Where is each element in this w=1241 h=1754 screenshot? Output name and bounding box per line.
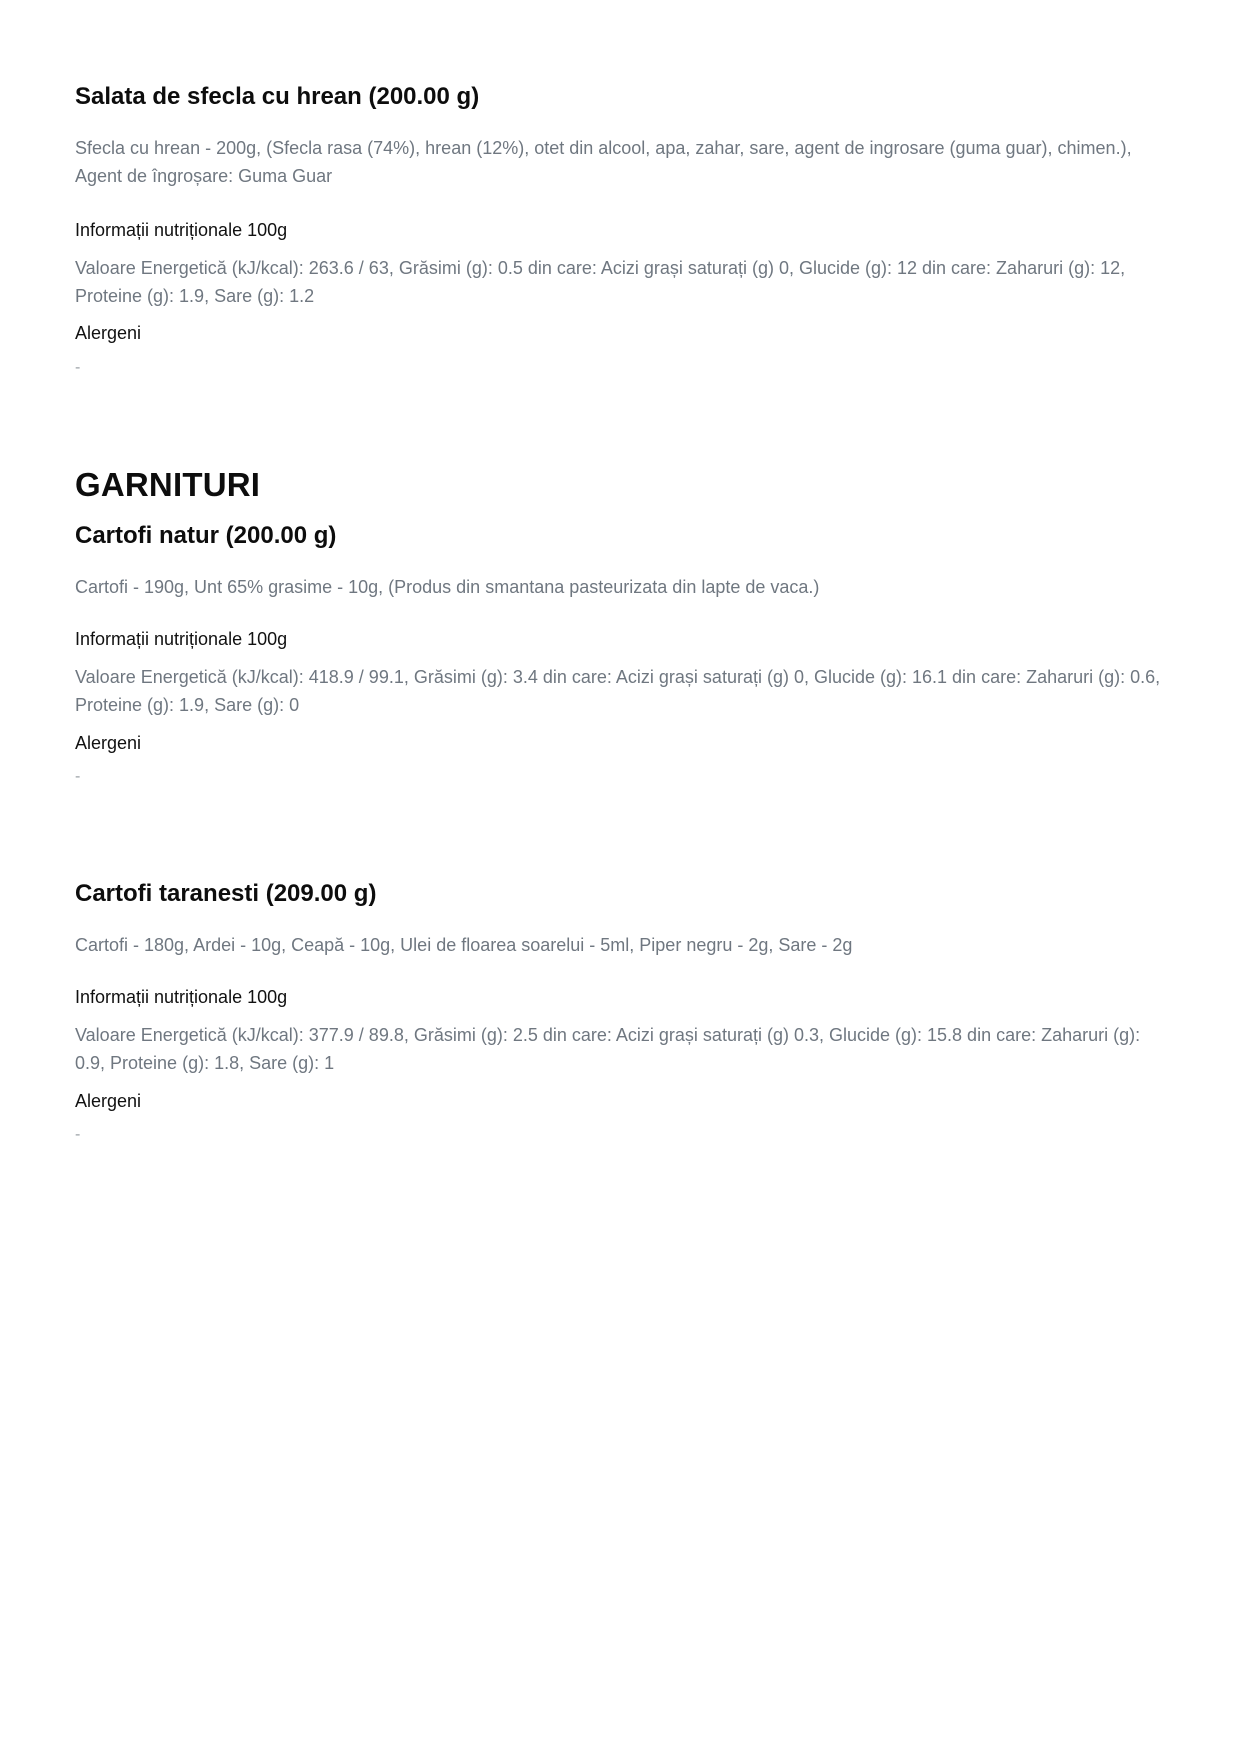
product-salata-sfecla <box>75 82 1175 376</box>
nutrition-values: Valoare Energetică (kJ/kcal): 418.9 / 99.1, Grăsimi (g): 3.4 din care: Acizi grași saturați (g) 0, Glucide (g): 16.1 din care: Zaharuri (g): 0.6, Proteine (g): 1.9, Sare (g): 0 <box>75 667 1161 715</box>
allergens-value: - <box>75 768 81 785</box>
allergens-label: Alergeni <box>75 733 142 753</box>
nutrition-label: Informații nutriționale 100g <box>75 987 288 1007</box>
allergens-label: Alergeni <box>75 1091 142 1111</box>
product-title: Salata de sfecla cu hrean (200.00 g) <box>75 83 480 110</box>
product-title: Cartofi taranesti (209.00 g) <box>75 880 377 907</box>
allergens-label: Alergeni <box>75 323 142 343</box>
product-ingredients: Cartofi - 180g, Ardei - 10g, Ceapă - 10g, Ulei de floarea soarelui - 5ml, Piper negru - 2g, Sare - 2g <box>75 935 853 955</box>
product-ingredients: Sfecla cu hrean - 200g, (Sfecla rasa (74%), hrean (12%), otet din alcool, apa, zahar, sare, agent de ingrosare (guma guar), chimen.), Agent de îngroșare: Guma Guar <box>75 138 1132 186</box>
product-title: Cartofi natur (200.00 g) <box>75 522 337 549</box>
allergens-value: - <box>75 359 81 376</box>
nutrition-label: Informații nutriționale 100g <box>75 220 288 240</box>
allergens-value: - <box>75 1126 81 1143</box>
product-cartofi-taranesti <box>75 879 1175 1143</box>
section-title-garnituri: GARNITURI <box>75 466 261 503</box>
nutrition-values: Valoare Energetică (kJ/kcal): 263.6 / 63, Grăsimi (g): 0.5 din care: Acizi grași saturați (g) 0, Glucide (g): 12 din care: Zaharuri (g): 12, Proteine (g): 1.9, Sare (g): 1.2 <box>75 258 1126 306</box>
nutrition-values: Valoare Energetică (kJ/kcal): 377.9 / 89.8, Grăsimi (g): 2.5 din care: Acizi grași saturați (g) 0.3, Glucide (g): 15.8 din care: Zaharuri (g): 0.9, Proteine (g): 1.8, Sare (g): 1 <box>75 1025 1141 1073</box>
product-ingredients: Cartofi - 190g, Unt 65% grasime - 10g, (Produs din smantana pasteurizata din lapte de vaca.) <box>75 577 820 597</box>
product-cartofi-natur <box>75 521 1175 785</box>
nutrition-label: Informații nutriționale 100g <box>75 629 288 649</box>
